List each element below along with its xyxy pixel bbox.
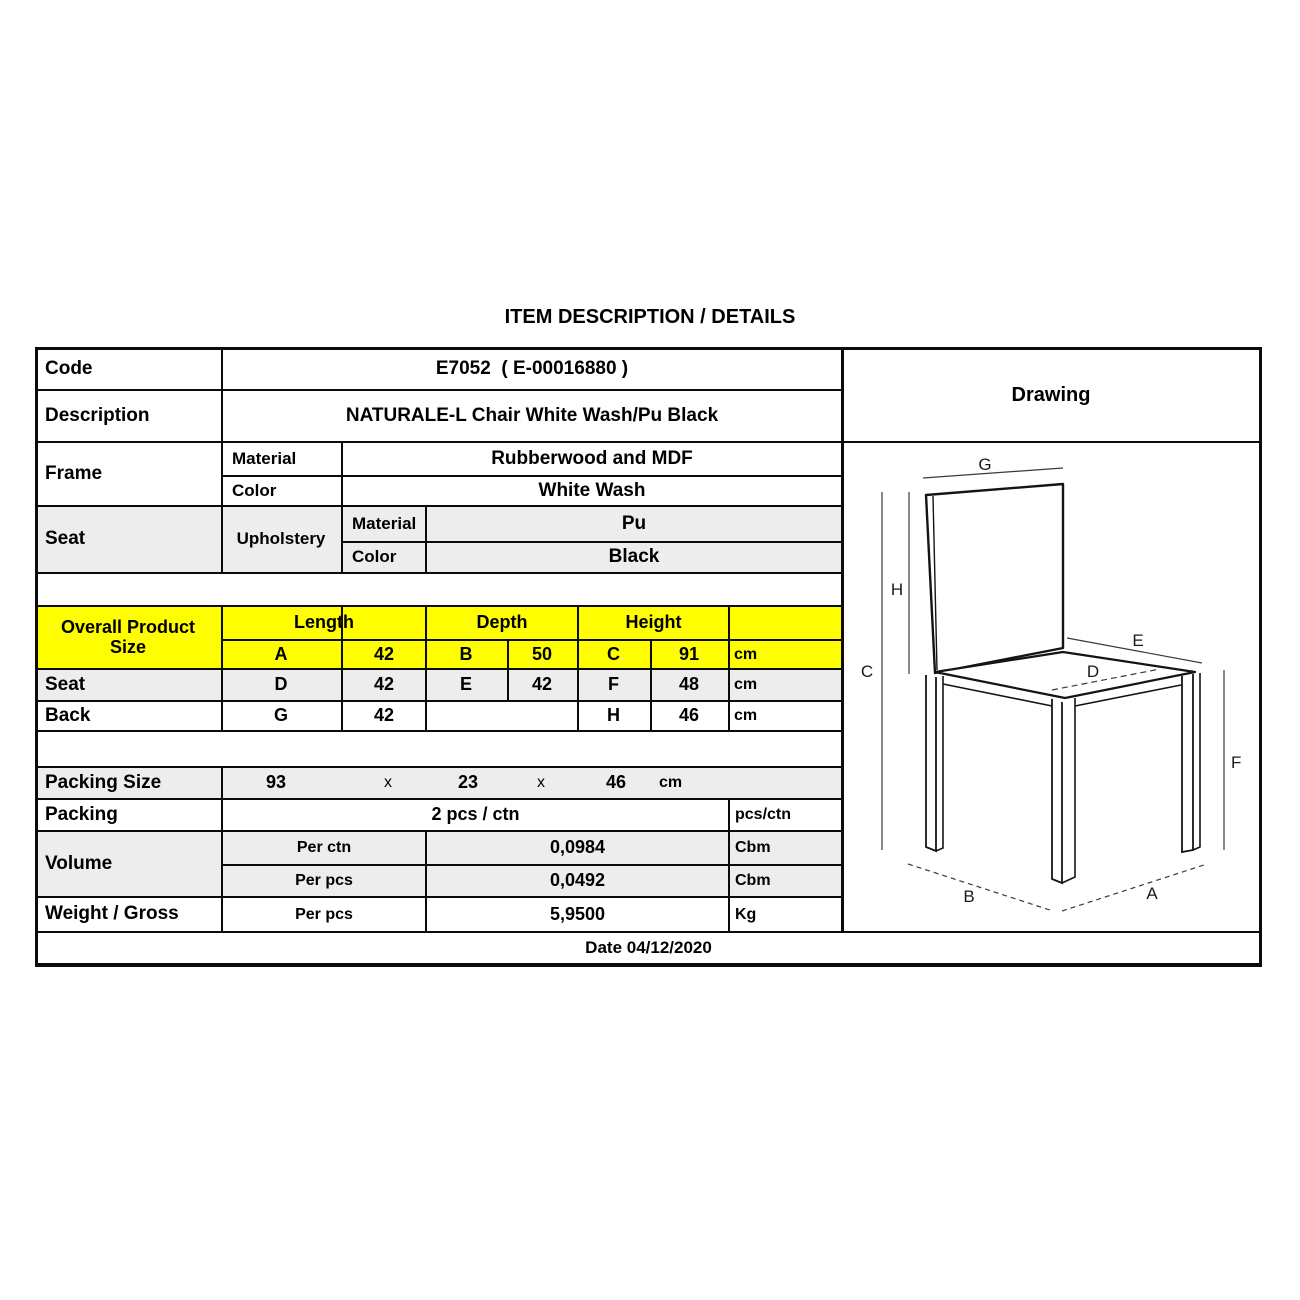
dim-overall-height-key: C: [607, 643, 620, 664]
dim-overall-height-val: 91: [678, 643, 700, 664]
chair-backrest: [926, 484, 1063, 673]
row-line: [35, 730, 843, 732]
code-value: E7052 ( E-00016880 ): [435, 357, 629, 379]
dim-line-g: [923, 468, 1063, 478]
packing-unit: pcs/ctn: [735, 806, 792, 824]
dim-line-a: [1062, 864, 1207, 911]
seat-upholstery-label: Upholstery: [236, 529, 326, 549]
packing-size-sep2: x: [537, 774, 545, 792]
seat-color-value: Black: [608, 546, 660, 568]
volume-per-ctn-key: Per ctn: [296, 839, 352, 857]
volume-label: Volume: [45, 852, 113, 874]
volume-per-ctn-unit: Cbm: [735, 839, 771, 857]
dim-label-e: E: [1132, 631, 1144, 650]
dim-line-b: [908, 864, 1053, 911]
seat-material-label: Material: [352, 513, 417, 533]
dim-back-length-val: 42: [373, 705, 395, 726]
packing-size-height: 46: [605, 772, 627, 793]
dim-seat-height-key: F: [608, 674, 619, 695]
dim-overall-depth-key: B: [459, 643, 473, 664]
dim-seat-depth-val: 42: [531, 674, 553, 695]
dim-back-unit: cm: [734, 707, 758, 725]
dim-overall-length-key: A: [274, 643, 288, 664]
description-value: NATURALE-L Chair White Wash/Pu Black: [345, 404, 719, 426]
dim-back-height-key: H: [607, 705, 620, 726]
dim-label-f: F: [1231, 753, 1242, 772]
chair-leg-right: [1182, 674, 1193, 852]
frame-material-label: Material: [232, 448, 297, 468]
dim-back-height-val: 46: [678, 705, 700, 726]
packing-size-unit: cm: [659, 774, 683, 792]
chair-leg-front: [1052, 699, 1062, 883]
dim-label-g: G: [978, 455, 992, 474]
chair-leg-left: [926, 675, 936, 851]
overall-product-size-line2: Size: [109, 636, 147, 657]
frame-material-value: Rubberwood and MDF: [491, 447, 693, 469]
dim-seat-label: Seat: [45, 673, 86, 695]
weight-label: Weight / Gross: [45, 903, 179, 925]
chair-leg-front-side: [1062, 698, 1075, 883]
code-label: Code: [45, 357, 93, 379]
weight-unit: Kg: [735, 905, 757, 923]
packing-size-sep1: x: [384, 774, 392, 792]
packing-value: 2 pcs / ctn: [431, 804, 520, 825]
volume-per-ctn-value: 0,0984: [549, 837, 606, 858]
drawing-title: Drawing: [1011, 384, 1091, 406]
date-value: Date 04/12/2020: [585, 937, 712, 957]
chair-leg-right-side: [1193, 673, 1200, 850]
page-title: ITEM DESCRIPTION / DETAILS: [504, 306, 796, 328]
dim-overall-length-val: 42: [373, 643, 395, 664]
dim-seat-depth-key: E: [459, 674, 472, 695]
description-label: Description: [45, 404, 150, 426]
frame-color-value: White Wash: [538, 479, 646, 501]
dim-seat-length-key: D: [274, 674, 288, 695]
dim-label-b: B: [963, 887, 975, 906]
frame-color-label: Color: [232, 480, 277, 500]
dim-seat-length-val: 42: [373, 674, 395, 695]
length-header: Length: [294, 611, 354, 632]
depth-header: Depth: [476, 611, 528, 632]
overall-product-size-line1: Overall Product: [60, 616, 196, 637]
packing-size-length: 93: [265, 772, 287, 793]
dim-label-h: H: [890, 580, 904, 599]
volume-per-pcs-key: Per pcs: [295, 872, 353, 890]
packing-size-depth: 23: [457, 772, 479, 793]
dim-back-label: Back: [45, 704, 91, 726]
seat-color-label: Color: [352, 547, 397, 567]
dim-seat-unit: cm: [734, 676, 758, 694]
frame-label: Frame: [45, 462, 103, 484]
dim-label-a: A: [1146, 884, 1158, 903]
volume-per-pcs-value: 0,0492: [549, 870, 606, 891]
packing-size-label: Packing Size: [45, 771, 162, 793]
weight-key: Per pcs: [295, 905, 353, 923]
dim-back-length-key: G: [273, 705, 288, 726]
table-bottom-border: [35, 963, 1262, 967]
overall-product-size-label: [38, 607, 218, 668]
weight-value: 5,9500: [549, 903, 606, 924]
row-line: [35, 572, 843, 574]
dim-label-d: D: [1086, 662, 1100, 681]
dim-overall-unit: cm: [734, 645, 758, 663]
height-header: Height: [625, 611, 682, 632]
packing-label: Packing: [45, 803, 118, 825]
seat-material-value: Pu: [621, 512, 647, 534]
chair-leg-left-side: [936, 676, 943, 851]
dim-label-c: C: [860, 662, 874, 681]
table-right-border: [1259, 347, 1262, 967]
chair-drawing: [843, 443, 1259, 931]
dim-overall-depth-val: 50: [531, 643, 553, 664]
volume-per-pcs-unit: Cbm: [735, 872, 771, 890]
seat-label: Seat: [45, 528, 86, 550]
dim-seat-height-val: 48: [678, 674, 700, 695]
